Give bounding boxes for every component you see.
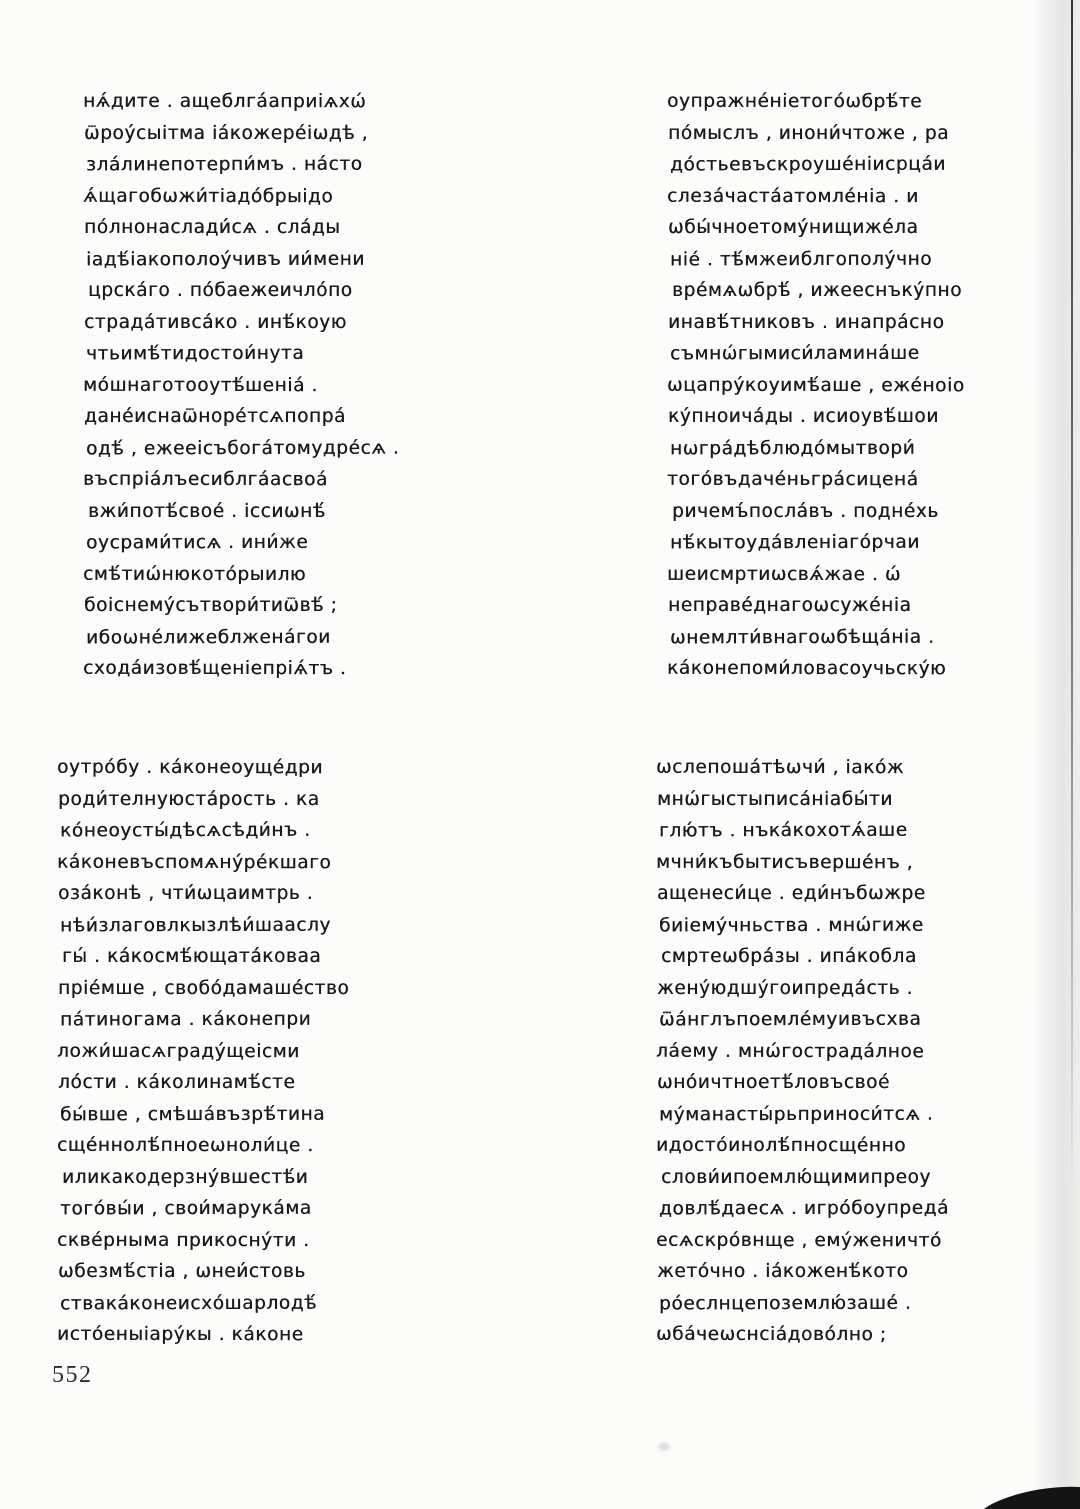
manuscript-line: одѣ́ , ежееісъбога́томудре́сѧ . (85, 437, 400, 459)
manuscript-line: мнѡ́гыстыписа́ніабы́ти (657, 788, 893, 810)
manuscript-line: пріе́мше , свобо́дамаше́ство (58, 977, 350, 999)
manuscript-line: есѧскро́внще , ему́женичто́ (655, 1229, 942, 1251)
manuscript-line: зла́линепотерпи́мъ . на́сто (85, 153, 363, 176)
gutter-hairline (1071, 0, 1073, 1200)
manuscript-line: па́тиногама . ка́конепри (59, 1008, 312, 1031)
manuscript-line: гы́ . ка́космѣ́ющата́коваа (62, 946, 322, 967)
manuscript-line: іадѣ́іакополоу́чивъ ии́мени (85, 248, 365, 270)
manuscript-line: идосто́инолѣ́пносще́нно (655, 1134, 907, 1157)
manuscript-line: нѣи́злаговлкызлѣи́шааслу (59, 914, 331, 936)
manuscript-line: ѧ́щагобѡжи́тіадо́брыідо (82, 185, 334, 207)
manuscript-line: схода́изовѣ́щеніепріѧ́тъ . (82, 657, 347, 680)
manuscript-line: иликакодерзну́вшестѣ́и (62, 1166, 309, 1188)
manuscript-line: ибоѡне́лижеблжена́гои (85, 626, 331, 648)
manuscript-line: ро́еслнцепоземлю́заше́ . (658, 1292, 912, 1314)
manuscript-line: оза́конѣ , чти́ѡцаимтрь . (58, 883, 314, 904)
manuscript-line: чтьимѣ́тидостои́нута (85, 342, 305, 365)
manuscript-line: исто́еныіару́кы . ка́коне (56, 1323, 304, 1346)
manuscript-line: оутро́бу . ка́конеоуще́дри (56, 756, 324, 779)
manuscript-line: ка́конепоми́ловасоучьску́ю (666, 657, 947, 680)
manuscript-line: того́вы́и , свои́марука́ма (59, 1197, 312, 1220)
manuscript-line: глю́тъ . нъка́кохотѧ́аше (658, 819, 908, 842)
manuscript-line: боіснему́сътвори́тиѿвѣ́ ; (84, 595, 338, 616)
manuscript-line: смртеѡбра́зы . ипа́кобла (661, 946, 917, 967)
manuscript-line: ричемъ́посла́въ . подне́хь (672, 500, 939, 522)
manuscript-line: того́въдаче́ньгра́сицена́ (666, 468, 919, 491)
manuscript-line: сще́ннолѣ́пноеѡноли́це . (56, 1134, 314, 1157)
manuscript-line: нѡгра́дѣблюдо́мытвори́ (669, 437, 916, 459)
manuscript-line: жето́чно . іа́коженѣ́кото (657, 1261, 909, 1282)
manuscript-line: слеза́часта́атомле́ніа . и (666, 185, 919, 207)
manuscript-line: жену́юдшу́гоипреда́сть . (657, 977, 913, 999)
manuscript-line: оусрами́тисѧ . ини́же (85, 531, 309, 554)
manuscript-line: слови́ипоемлю́щимипреоу (661, 1166, 931, 1188)
manuscript-line: довлѣ́даесѧ . игро́боупреда́ (658, 1197, 949, 1220)
manuscript-line: ащенеси́це . еди́нъбѡжре (657, 883, 926, 904)
manuscript-line: ѿа́нглъпоемле́муивъсхва (658, 1008, 922, 1031)
manuscript-column-top-right (668, 86, 966, 685)
manuscript-line: страда́тивса́ко . инѣ́коую (84, 311, 347, 333)
manuscript-line: биіему́чньства . мнѡ́гиже (658, 914, 924, 936)
page-number: 552 (52, 1362, 93, 1388)
manuscript-line: ѡнемлти́внагоѡбѣща́ніа . (669, 626, 935, 648)
manuscript-line: дане́иснаѿноре́тсѧпопра́ (84, 406, 346, 427)
manuscript-line: црска́го . по́баежеичло́по (88, 280, 353, 301)
manuscript-line: ѡцапру́коуимѣ́аше , еже́ноіо (666, 374, 965, 396)
manuscript-line: ѡслепоша́тѣѡчи́ , іако́ж (655, 756, 905, 779)
manuscript-line: скве́рныма прикосну́ти . (56, 1229, 310, 1251)
manuscript-line: до́стьевъскроуше́ніисрца́и (669, 153, 946, 176)
manuscript-line: ѡбезмѣ́стіа , ѡнеи́стовь (58, 1261, 306, 1282)
manuscript-line: ку́пноича́ды . исиоувѣ́шои (668, 406, 939, 427)
manuscript-line: ѿроу́сыітма іа́кожере́іѡдѣ , (84, 122, 369, 144)
manuscript-line: бы́вше , смѣша́възрѣ́тина (59, 1103, 326, 1125)
manuscript-line: мчни́къбытисъверше́нъ , (655, 851, 914, 873)
manuscript-line: ложи́шасѧграду́щеісми (56, 1040, 300, 1062)
manuscript-line: ло́сти . ка́колинамѣ́сте (58, 1072, 296, 1093)
manuscript-line: по́мыслъ , инони́чтоже , ра (668, 122, 950, 144)
manuscript-column-bottom-right (657, 752, 947, 1351)
manuscript-line: нѧ́дите . ащеблга́априіѧхѡ́ (82, 90, 367, 113)
manuscript-line: ка́коневъспомѧну́ре́кшаго (56, 851, 332, 873)
scan-smudge-mark (658, 1442, 670, 1451)
manuscript-line: шеисмртиѡсвѧ́жае . ѡ́ (666, 563, 902, 585)
manuscript-column-bottom-left (58, 752, 349, 1351)
manuscript-line: му́манасты́рьприноси́тсѧ . (658, 1103, 934, 1125)
manuscript-line: нѣ́кытоуда́вленіаго́рчаи (669, 531, 920, 554)
manuscript-line: по́лнонаслади́сѧ . сла́ды (84, 217, 341, 238)
manuscript-line: мо́шнаготооутѣ́шеніа́ . (82, 374, 318, 396)
manuscript-line: оупражне́ніетого́ѡбрѣ́те (666, 90, 923, 113)
manuscript-line: ствака́конеисхо́шарлодѣ́ (59, 1292, 318, 1314)
manuscript-line: ѡбы́чноетому́нищиже́ла (668, 217, 919, 238)
manuscript-line: вре́мѧѡбрѣ́ , ижееснъку́пно (672, 280, 963, 301)
manuscript-line: ла́ему . мнѡ́гострада́лное (655, 1040, 925, 1062)
manuscript-line: неправе́днагоѡсуже́ніа (668, 595, 912, 616)
manuscript-line: ѡба́чеѡснсіа́дово́лно ; (655, 1323, 887, 1346)
manuscript-line: вжи́потѣ́свое́ . іссиѡнѣ́ (88, 500, 326, 522)
manuscript-line: ѡно́ичтноетѣ́ловъсвое́ (657, 1072, 890, 1093)
manuscript-line: ніе́ . тѣ́мжеиблгополу́чно (669, 248, 933, 270)
manuscript-line: въспріа́лъесиблга́асвоа́ (82, 468, 328, 491)
manuscript-column-top-left (82, 86, 400, 685)
manuscript-line: ко́неоусты́дѣсѧсѣди́нъ . (59, 819, 311, 842)
manuscript-line: роди́телнуюста́рость . ка (58, 788, 320, 810)
manuscript-line: смѣ́тиѡ́нюкото́рыилю (82, 563, 307, 585)
manuscript-line: инавѣ́тниковъ . инапра́сно (668, 311, 945, 333)
manuscript-line: съмнѡ́гымиси́ламина́ше (669, 342, 920, 365)
